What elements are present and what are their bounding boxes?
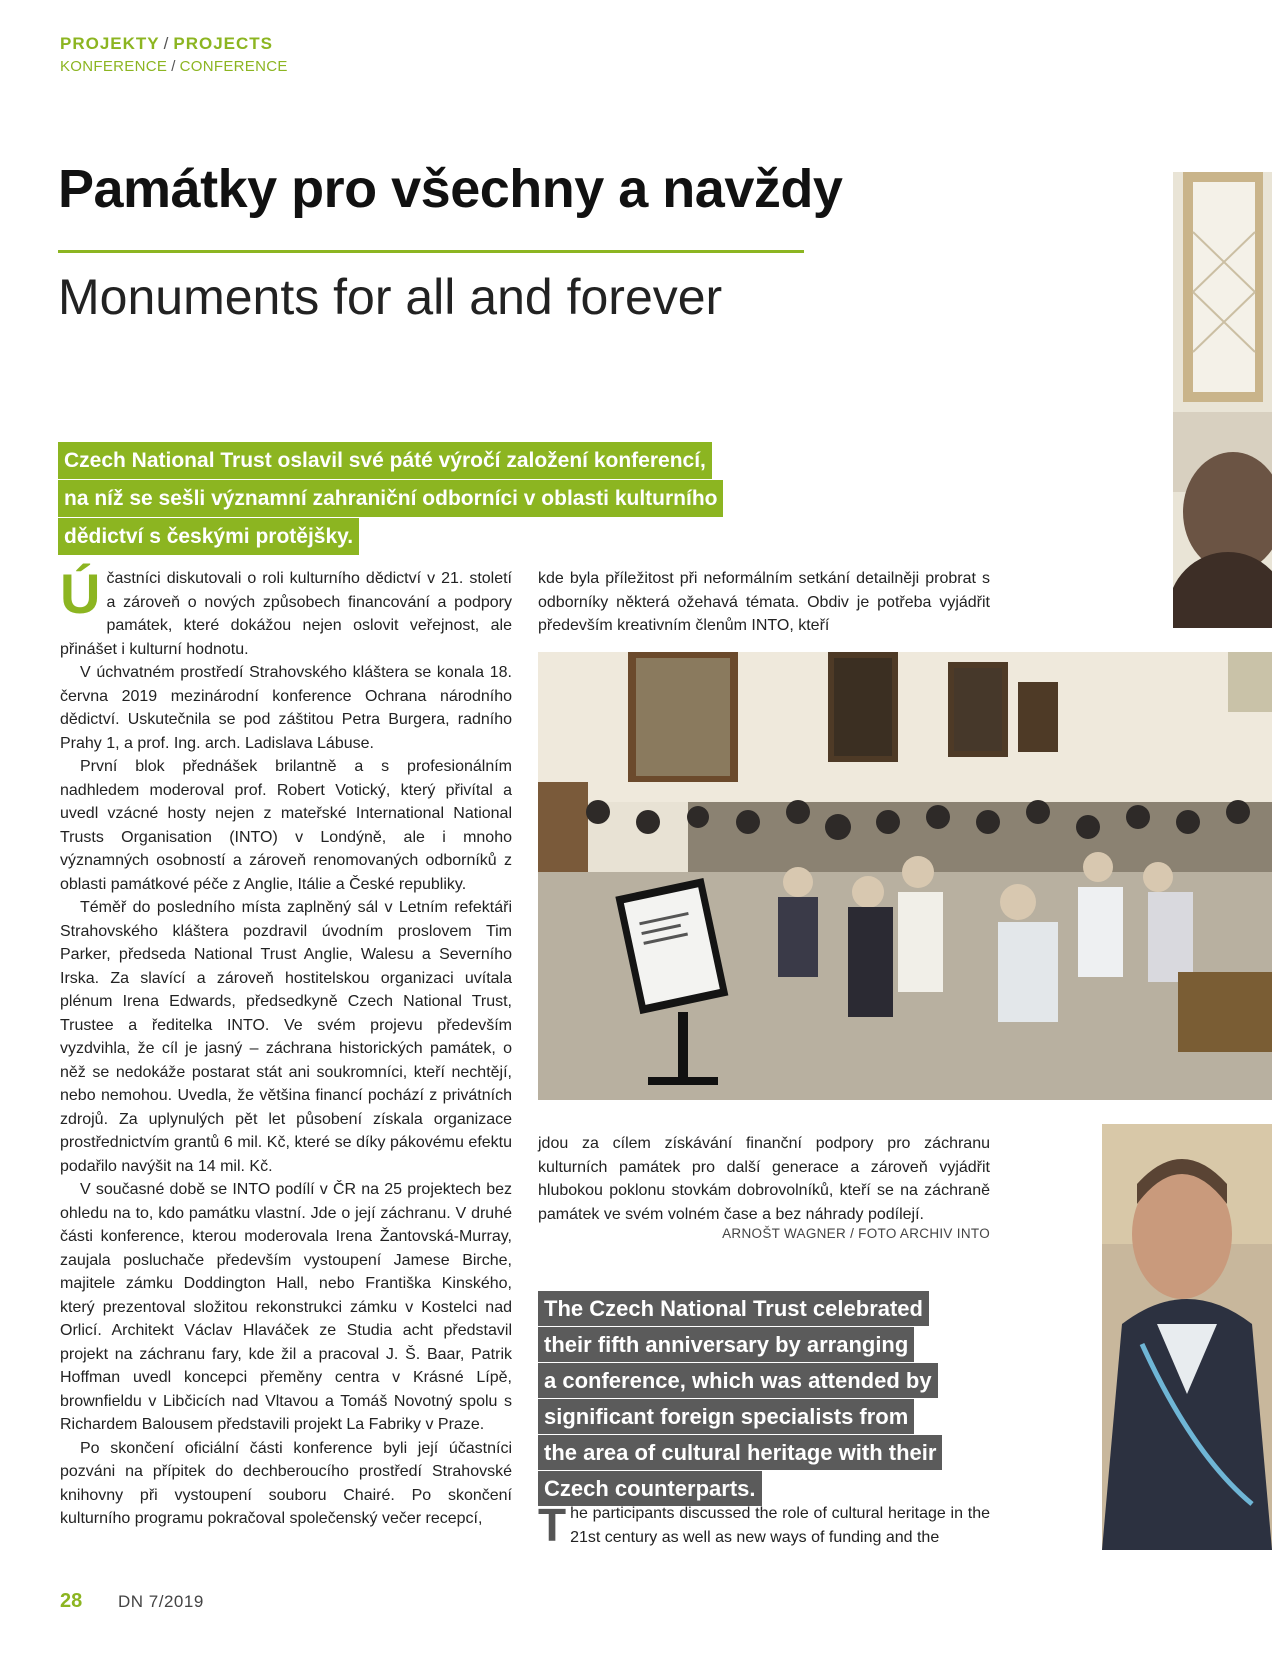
lead-en-line: The Czech National Trust celebrated [538, 1291, 929, 1326]
lead-en-line: Czech counterparts. [538, 1471, 762, 1506]
drop-cap: Ú [60, 562, 101, 625]
article-title-cz: Památky pro všechny a navždy [58, 159, 843, 219]
author-credit: ARNOŠT WAGNER / FOTO ARCHIV INTO [722, 1226, 990, 1241]
issue-label: DN 7/2019 [118, 1592, 204, 1611]
paragraph: Téměř do posledního místa zaplněný sál v Letním refektáři Strahovského kláštera pozdravil úvodním proslovem Tim Parker, předseda National Trust Anglie, Walesu a Severního Irska. Za slavící a zároveň hostitelskou organizaci uvítala plénum Irena Edwards, předsedkyně Czech National Trust, Trustee a ředitelka INTO. Ve svém projevu především vyzdvihla, že cíl je jasný – záchrana historických památek, o něž se nedokáže postarat stát ani soukromníci, kteří nechtějí, nebo nemohou. Uvedla, že většina financí pochází z privátních zdrojů. Za uplynulých pět let působení získala organizace prostřednictvím grantů 6 mil. Kč, které se díky pákovému efektu podařilo navýšit na 14 mil. Kč. [60, 899, 512, 1175]
paragraph: Účastníci diskutovali o roli kulturního dědictví v 21. století a zároveň o nových způsobech financování a podpory památek, které dokážou nejen oslovit veřejnost, ale přinášet i kulturní hodnotu. [60, 562, 512, 658]
article-column-2-top: kde byla příležitost při neformálním setkání detailněji probrat s odborníky některá ožehavá témata. Obdiv je potřeba vyjádřit především kreativním členům INTO, kteří [538, 570, 990, 634]
article-column-en: The participants discussed the role of cultural heritage in the 21st century as well as new ways of funding and the [538, 1499, 990, 1551]
lead-paragraph-cz [58, 442, 778, 556]
category-en: PROJECTS [173, 34, 274, 53]
lead-cz-line: Czech National Trust oslavil své páté výročí založení konferencí, [58, 442, 712, 479]
lead-cz-line: dědictví s českými protějšky. [58, 518, 359, 555]
section-category [60, 34, 273, 54]
page-number: 28 [60, 1590, 83, 1612]
interior-window-photo [1173, 172, 1272, 628]
drop-cap-en: T [538, 1499, 567, 1551]
subcategory-en: CONFERENCE [179, 58, 288, 75]
conference-hall-photo [538, 652, 1272, 1100]
paragraph: V úchvatném prostředí Strahovského kláštera se konala 18. června 2019 mezinárodní konference Ochrana národního dědictví. Uskutečnila se pod záštitou Petra Burgera, radního Prahy 1, a prof. Ing. arch. Ladislava Lábuse. [60, 664, 512, 752]
title-divider [58, 250, 804, 253]
article-title-en: Monuments for all and forever [58, 269, 723, 325]
subcategory-separator: / [171, 58, 176, 75]
lead-en-line: the area of cultural heritage with their [538, 1435, 942, 1470]
lead-en-line: their fifth anniversary by arranging [538, 1327, 914, 1362]
lead-paragraph-en [538, 1291, 958, 1507]
lead-en-line: significant foreign specialists from [538, 1399, 914, 1434]
article-column-2-bottom: jdou za cílem získávání finanční podpory pro záchranu kulturních památek pro další generace a zároveň vyjádřit hlubokou poklonu stovkám dobrovolníků, kteří se na záchraně památek ve svém volném čase a bez náhrady podílejí. [538, 1135, 990, 1223]
category-separator: / [163, 34, 170, 53]
lead-en-line: a conference, which was attended by [538, 1363, 938, 1398]
category-cz: PROJEKTY [60, 34, 160, 53]
speaker-portrait-photo [1102, 1124, 1272, 1550]
subcategory-cz: KONFERENCE [60, 58, 168, 75]
section-subcategory [60, 58, 288, 75]
paragraph: Po skončení oficiální části konference byli její účastníci pozváni na přípitek do dechberoucího prostředí Strahovské knihovny při vystoupení souboru Chairé. Po skončení kulturního programu pokračoval společenský večer recepcí, [60, 1439, 512, 1527]
paragraph: První blok přednášek brilantně a s profesionálním nadhledem moderoval prof. Robert Votický, který přivítal a uvedl vzácné hosty nejen z mateřské International National Trusts Organisation (INTO) v Londýně, ale i mnoho významných osobností a zároveň renomovaných odborníků z oblasti památkové péče z Anglie, Itálie a České republiky. [60, 758, 512, 893]
article-column-1 [60, 562, 512, 1531]
paragraph: V současné době se INTO podílí v ČR na 25 projektech bez ohledu na to, kdo památku vlastní. Jde o její záchranu. V druhé části konference, kterou moderovala Irena Žantovská-Murray, zaujala posluchače především vystoupení Jamese Birche, majitele zámku Doddington Hall, nebo Františka Kinského, který prezentoval složitou rekonstrukci zámku v Kostelci nad Orlicí. Architekt Václav Hlaváček ze Studia acht představil projekt na záchranu fary, kde žil a pracoval J. Š. Baar, Patrik Hoffman uvedl koncepci přeměny centra v Krásné Lípě, brownfieldu v Libčicích nad Vltavou a Tomáš Novotný spolu s Richardem Balousem představili projekt La Fabriky v Praze. [60, 1181, 512, 1433]
lead-cz-line: na níž se sešli významní zahraniční odborníci v oblasti kulturního [58, 480, 723, 517]
